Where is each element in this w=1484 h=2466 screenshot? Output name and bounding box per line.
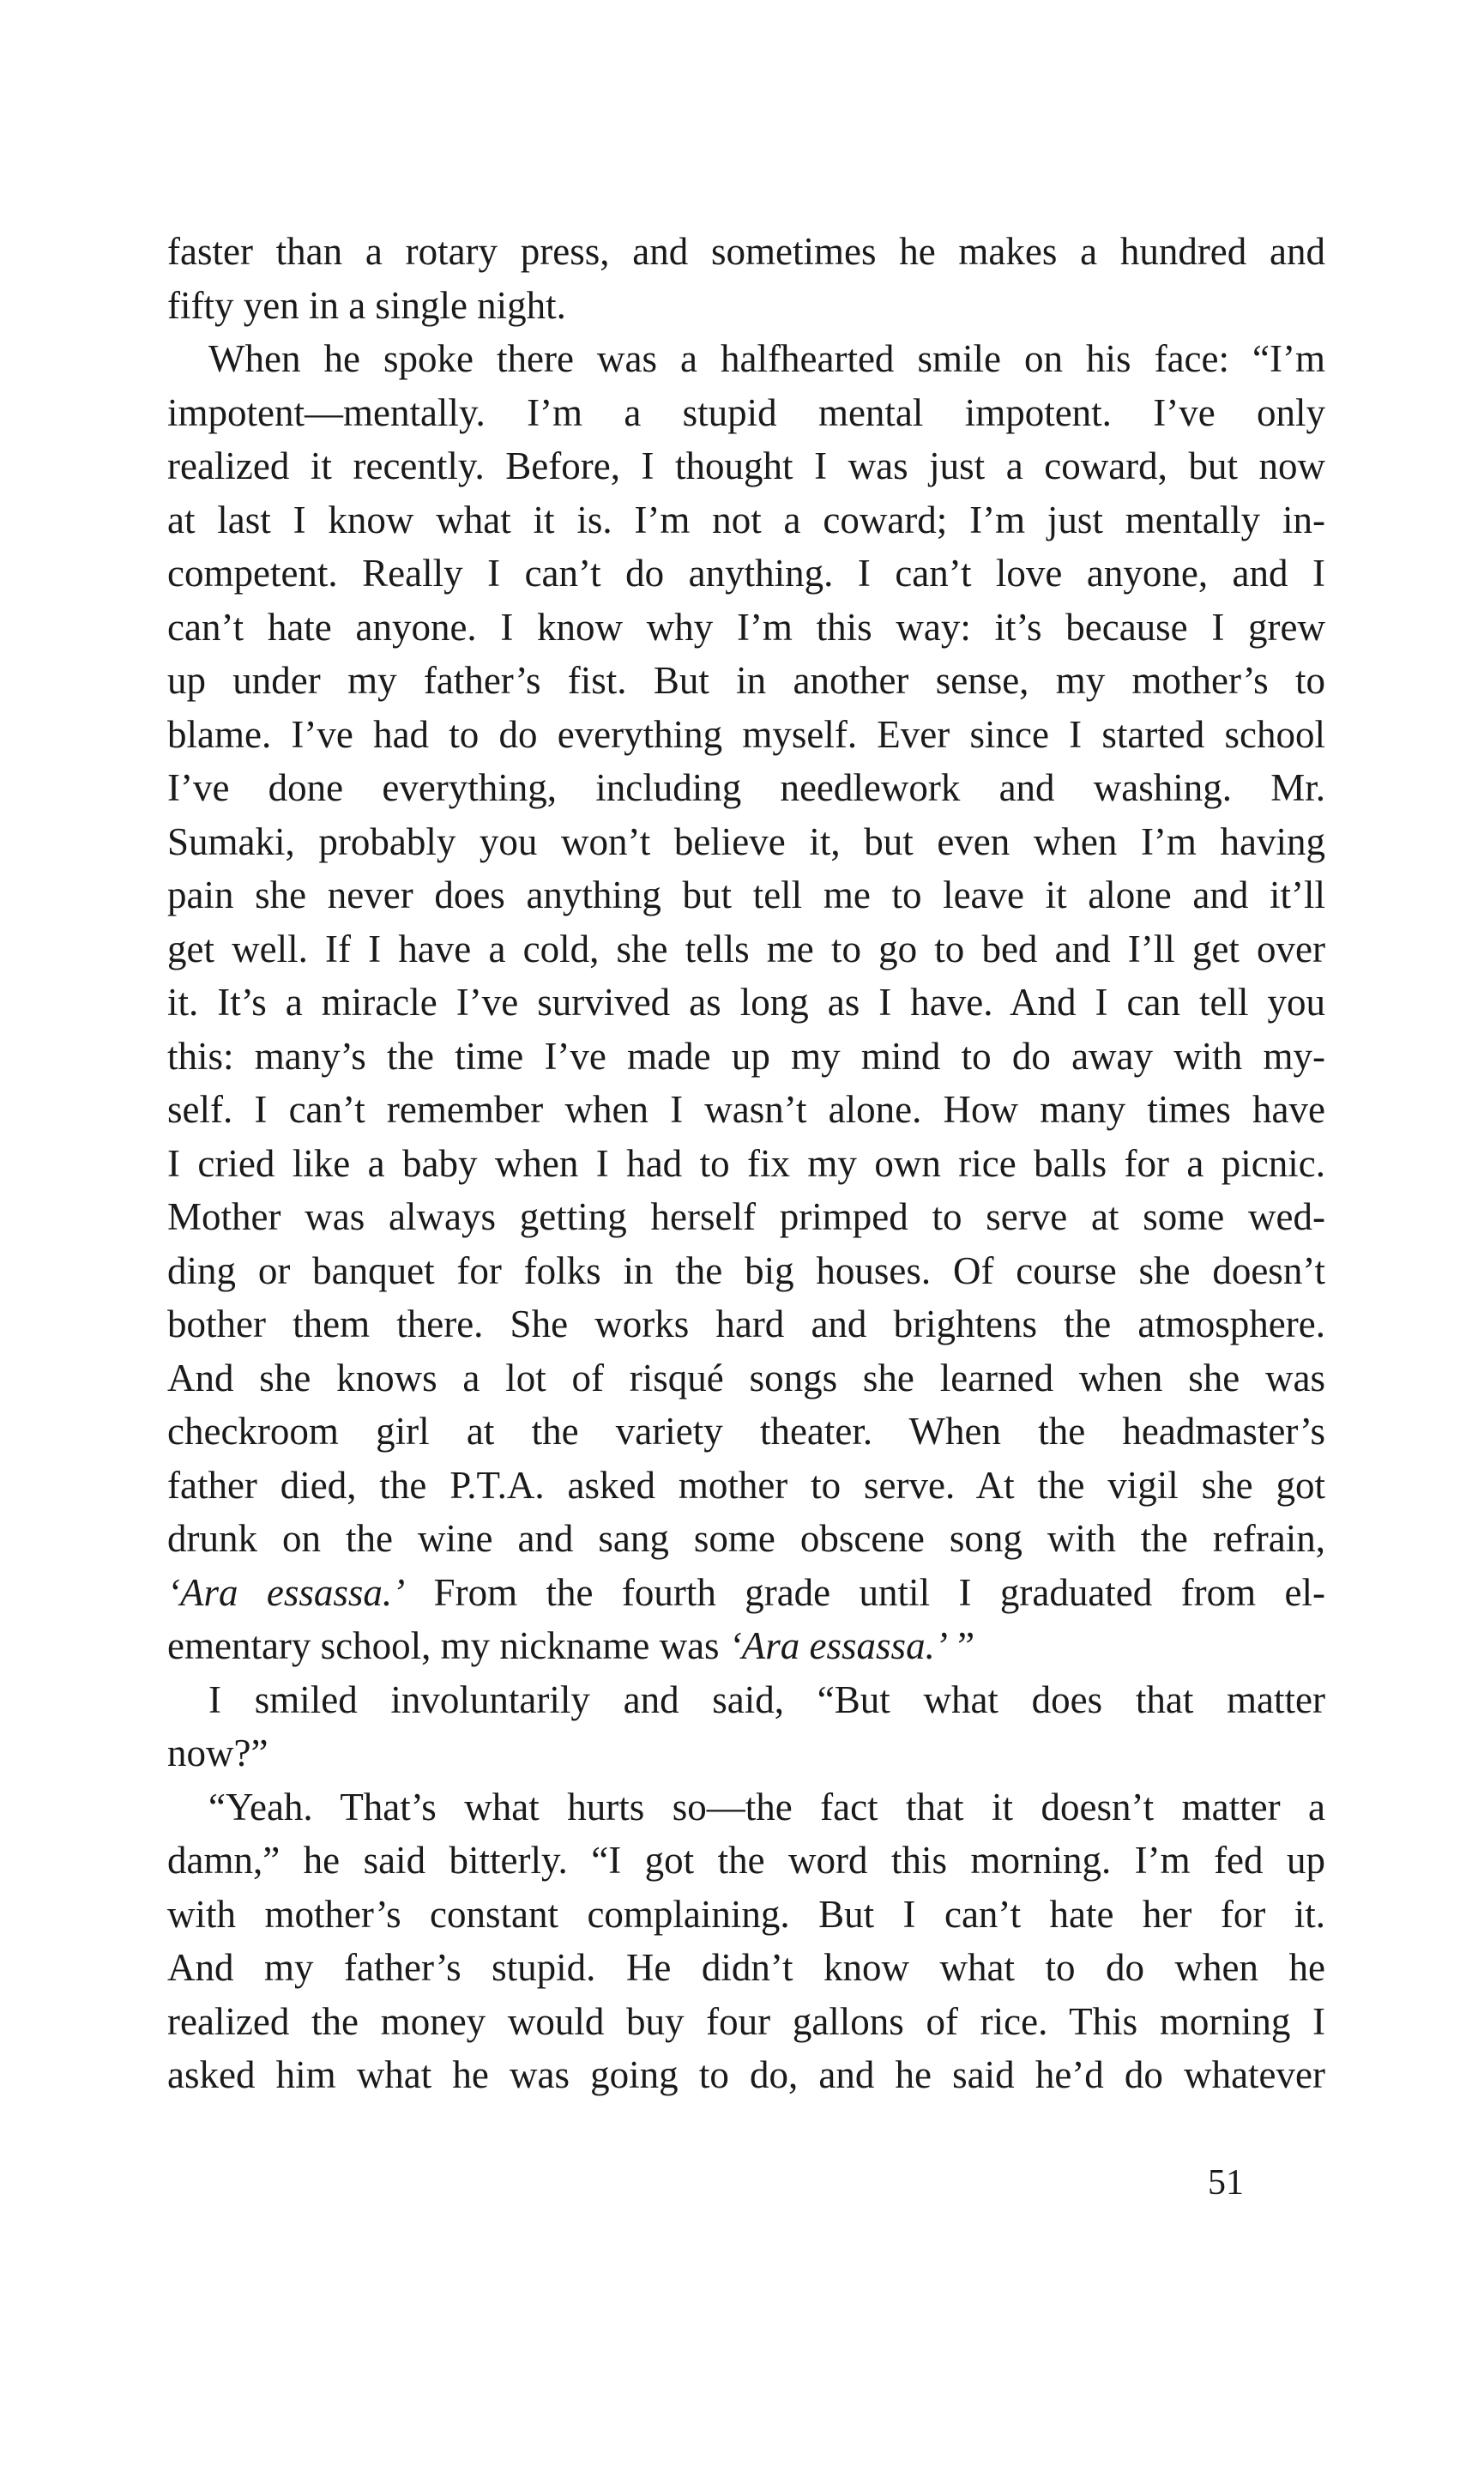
text-line: “Yeah. That’s what hurts so—the fact that it doesn’t matter a bbox=[208, 1785, 1325, 1828]
text-line: bother them there. She works hard and brightens the atmosphere. bbox=[167, 1303, 1325, 1345]
text-line: And my father’s stupid. He didn’t know what to do when he bbox=[167, 1946, 1325, 1989]
text-line: can’t hate anyone. I know why I’m this way: it’s because I grew bbox=[167, 605, 1325, 649]
text-line: And she knows a lot of risqué songs she learned when she was bbox=[167, 1356, 1325, 1399]
text-line: pain she never does anything but tell me to leave it alone and it’ll bbox=[167, 873, 1325, 916]
text-line: with mother’s constant complaining. But I can’t hate her for it. bbox=[167, 1892, 1325, 1936]
text-line: self. I can’t remember when I wasn’t alone. How many times have bbox=[167, 1088, 1325, 1131]
text-line: blame. I’ve had to do everything myself. Ever since I started school bbox=[167, 712, 1325, 756]
italic-phrase: ‘Ara essassa.’ bbox=[728, 1624, 948, 1667]
text-line: I cried like a baby when I had to fix my own rice balls for a picnic. bbox=[167, 1141, 1325, 1185]
text-line: drunk on the wine and sang some obscene song with the refrain, bbox=[167, 1517, 1325, 1560]
body-text bbox=[167, 225, 1325, 2102]
text-line: damn,” he said bitterly. “I got the word this morning. I’m fed up bbox=[167, 1839, 1325, 1882]
text-segment: ementary school, my nickname was bbox=[167, 1624, 729, 1667]
text-line: now?” bbox=[167, 1732, 268, 1774]
text-line: get well. If I have a cold, she tells me to go to bed and I’ll get over bbox=[167, 927, 1325, 970]
text-line: realized the money would buy four gallons of rice. This morning I bbox=[167, 1999, 1325, 2043]
text-line: competent. Really I can’t do anything. I can’t love anyone, and I bbox=[167, 552, 1325, 595]
text-line: this: many’s the time I’ve made up my mind to do away with my- bbox=[167, 1034, 1325, 1078]
text-segment: ” bbox=[947, 1624, 975, 1667]
text-line: realized it recently. Before, I thought I was just a coward, but now bbox=[167, 444, 1325, 487]
text-segment: From the fourth grade until I graduated from el- bbox=[405, 1570, 1325, 1614]
text-line: asked him what he was going to do, and he said he’d do whatever bbox=[167, 2053, 1325, 2096]
text-line: up under my father’s fist. But in another sense, my mother’s to bbox=[167, 659, 1325, 702]
text-line: checkroom girl at the variety theater. When the headmaster’s bbox=[167, 1410, 1325, 1453]
text-line: ding or banquet for folks in the big houses. Of course she doesn’t bbox=[167, 1248, 1325, 1292]
page-number: 51 bbox=[1208, 2163, 1244, 2203]
text-line: fifty yen in a single night. bbox=[167, 283, 566, 327]
text-line: Sumaki, probably you won’t believe it, but even when I’m having bbox=[167, 819, 1325, 863]
text-line: When he spoke there was a halfhearted smile on his face: “I’m bbox=[208, 337, 1325, 380]
text-line bbox=[167, 1619, 1325, 1673]
text-line: faster than a rotary press, and sometimes he makes a hundred and bbox=[167, 230, 1325, 273]
text-line: it. It’s a miracle I’ve survived as long as I have. And I can tell you bbox=[167, 981, 1325, 1024]
text-line: I’ve done everything, including needlework and washing. Mr. bbox=[167, 766, 1325, 809]
italic-phrase: ‘Ara essassa.’ bbox=[167, 1570, 406, 1614]
text-line: father died, the P.T.A. asked mother to serve. At the vigil she got bbox=[167, 1463, 1325, 1507]
text-line: Mother was always getting herself primped to serve at some wed- bbox=[167, 1195, 1325, 1238]
text-line: impotent—mentally. I’m a stupid mental impotent. I’ve only bbox=[167, 390, 1325, 434]
text-line bbox=[167, 1566, 1325, 1620]
text-line: I smiled involuntarily and said, “But what does that matter bbox=[208, 1677, 1325, 1721]
text-line: at last I know what it is. I’m not a coward; I’m just mentally in- bbox=[167, 498, 1325, 541]
